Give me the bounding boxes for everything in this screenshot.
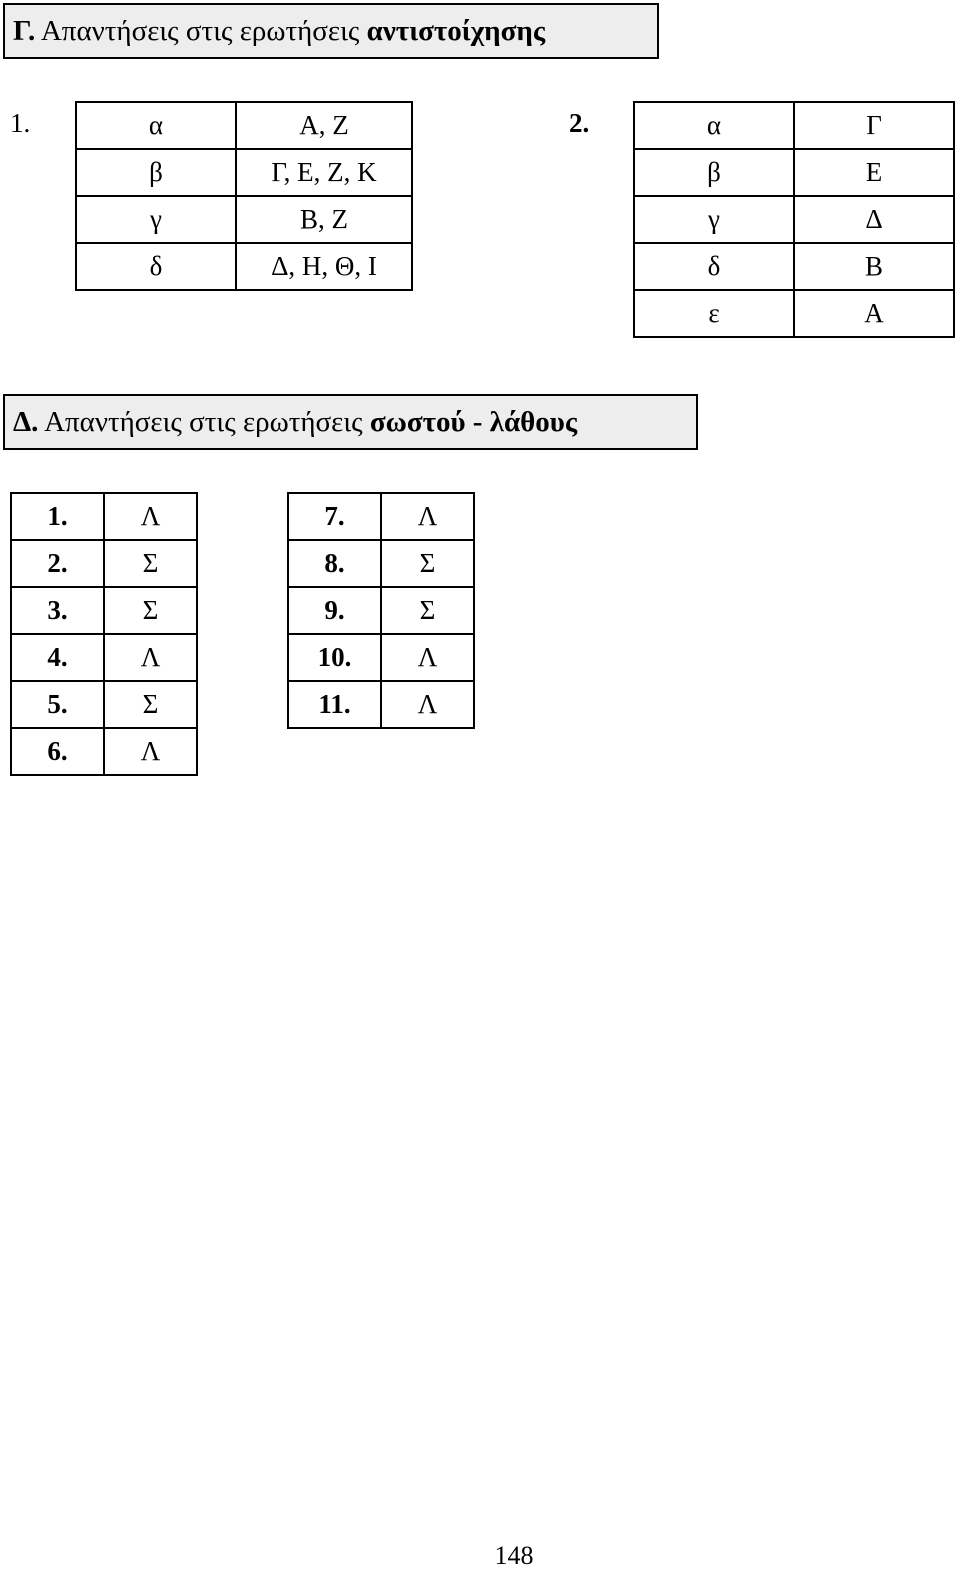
answer-cell: Σ [381, 540, 474, 587]
table-cell: Δ, Η, Θ, Ι [236, 243, 412, 290]
table-row [634, 149, 954, 196]
table-cell: Γ, Ε, Ζ, Κ [236, 149, 412, 196]
question-number-cell: 8. [288, 540, 381, 587]
table-cell: β [76, 149, 236, 196]
table-cell: Β [794, 243, 954, 290]
table-cell: δ [634, 243, 794, 290]
section-title: Απαντήσεις στις ερωτήσεις [38, 406, 370, 438]
section-title: Απαντήσεις στις ερωτήσεις [35, 15, 367, 47]
answer-cell: Λ [381, 681, 474, 728]
table-cell: Β, Ζ [236, 196, 412, 243]
answer-cell: Λ [104, 493, 197, 540]
section-prefix: Δ. [13, 406, 39, 438]
matching-answer-table [633, 101, 955, 338]
table-cell: δ [76, 243, 236, 290]
question-number-cell: 9. [288, 587, 381, 634]
question-number: 2. [569, 108, 590, 138]
question-number-cell: 5. [11, 681, 104, 728]
answer-cell: Λ [381, 634, 474, 681]
table-row [634, 243, 954, 290]
table-cell: β [634, 149, 794, 196]
table-row [76, 102, 412, 149]
question-number-cell: 6. [11, 728, 104, 775]
table-cell: Γ [794, 102, 954, 149]
table-row [288, 587, 474, 634]
table-row [288, 493, 474, 540]
table-cell: γ [634, 196, 794, 243]
table-row [288, 634, 474, 681]
question-number-cell: 2. [11, 540, 104, 587]
answer-cell: Σ [381, 587, 474, 634]
table-row [634, 290, 954, 337]
table-row [634, 196, 954, 243]
table-row [288, 681, 474, 728]
answer-cell: Σ [104, 681, 197, 728]
question-number-cell: 11. [288, 681, 381, 728]
question-number-cell: 4. [11, 634, 104, 681]
matching-answer-table [75, 101, 413, 291]
page-number: 148 [494, 1541, 534, 1570]
table-cell: Δ [794, 196, 954, 243]
section-header-matching [3, 3, 659, 59]
table-row [11, 681, 197, 728]
table-row [11, 728, 197, 775]
answer-cell: Λ [381, 493, 474, 540]
section-prefix: Γ. [13, 15, 36, 47]
true-false-answer-table [287, 492, 475, 729]
question-number-cell: 7. [288, 493, 381, 540]
table-row [634, 102, 954, 149]
question-number-cell: 1. [11, 493, 104, 540]
table-row [11, 540, 197, 587]
table-row [11, 493, 197, 540]
table-cell: γ [76, 196, 236, 243]
answer-cell: Σ [104, 540, 197, 587]
section-header-true-false [3, 394, 698, 450]
answer-cell: Σ [104, 587, 197, 634]
true-false-answer-table [10, 492, 198, 776]
table-row [11, 634, 197, 681]
answer-cell: Λ [104, 728, 197, 775]
table-cell: α [634, 102, 794, 149]
table-row [76, 149, 412, 196]
table-cell: Α, Ζ [236, 102, 412, 149]
table-cell: Ε [794, 149, 954, 196]
table-cell: Α [794, 290, 954, 337]
question-number-cell: 3. [11, 587, 104, 634]
section-title-emphasis: αντιστοίχησης [366, 15, 546, 47]
question-number-cell: 10. [288, 634, 381, 681]
table-cell: ε [634, 290, 794, 337]
answer-cell: Λ [104, 634, 197, 681]
table-row [11, 587, 197, 634]
table-row [76, 243, 412, 290]
table-row [288, 540, 474, 587]
table-row [76, 196, 412, 243]
table-cell: α [76, 102, 236, 149]
question-number: 1. [10, 108, 31, 138]
section-title-emphasis: σωστού - λάθους [369, 406, 578, 438]
